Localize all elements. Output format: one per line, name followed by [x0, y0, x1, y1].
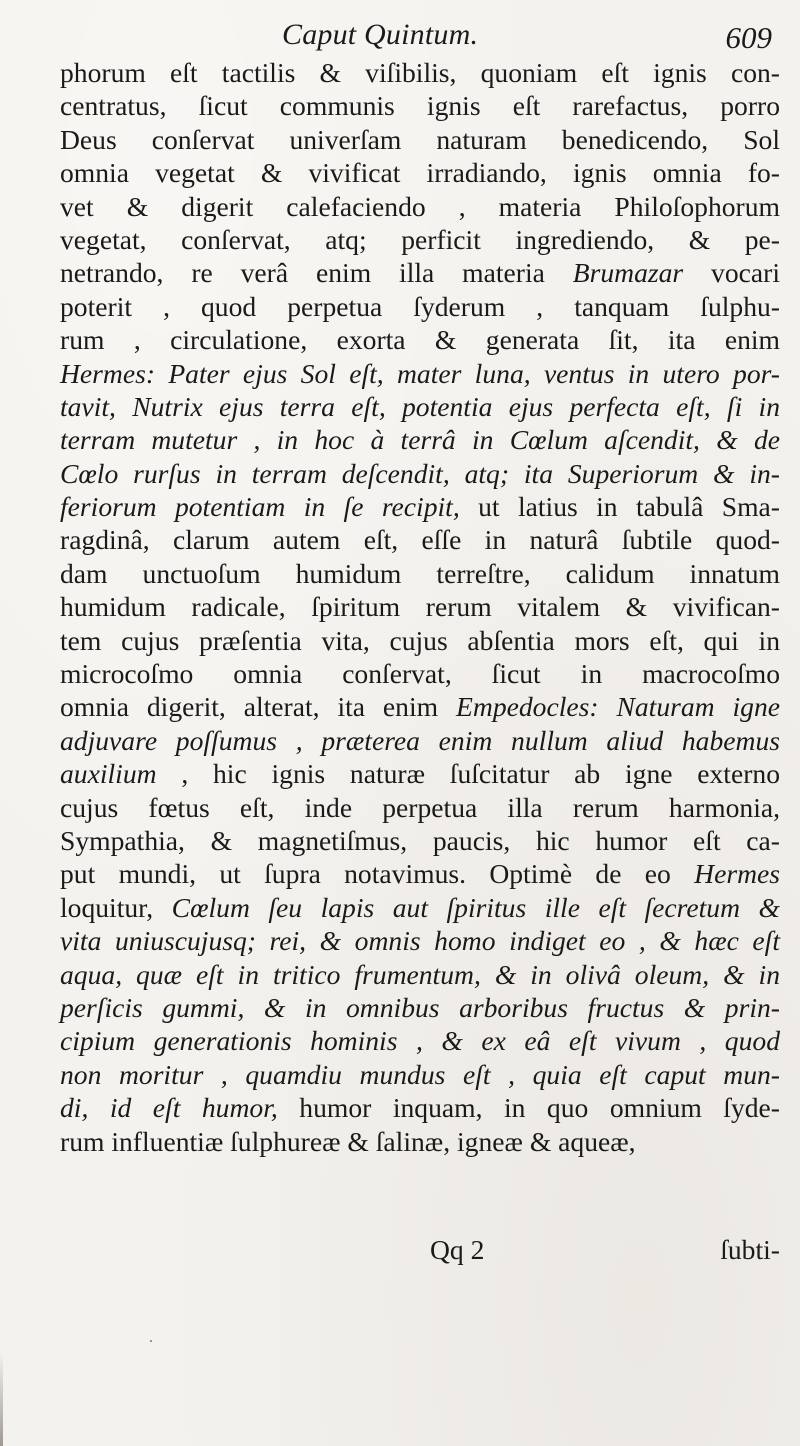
text-line — [60, 857, 780, 890]
text-line — [60, 624, 780, 657]
roman-run: vegetat, conſervat, atq; perficit ingrediendo, & pe- — [60, 223, 780, 255]
roman-run: ut latius in tabulâ Sma- — [478, 491, 780, 523]
roman-run: , hic ignis naturæ ſuſcitatur ab igne externo — [156, 758, 780, 790]
italic-run: feriorum potentiam in ſe recipit, — [60, 491, 479, 523]
catchword: ſubti- — [720, 1234, 780, 1265]
text-line — [60, 357, 780, 390]
italic-run: di, id eſt humor, — [60, 1092, 300, 1124]
text-line — [60, 958, 780, 991]
roman-run: omnia vegetat & vivificat irradiando, ignis omnia fo- — [60, 157, 780, 189]
text-line — [60, 123, 780, 156]
roman-run: rum influentiæ ſulphureæ & ſalinæ, igneæ & aqueæ, — [60, 1125, 636, 1157]
roman-run: dam unctuoſum humidum terreſtre, calidum innatum — [60, 557, 780, 589]
text-line — [60, 1091, 780, 1124]
text-line — [60, 1125, 780, 1158]
text-line — [60, 590, 780, 623]
roman-run: vocari — [683, 257, 780, 289]
page-number: 609 — [725, 20, 772, 55]
text-line — [60, 390, 780, 423]
italic-run: aqua, quæ eſt in tritico frumentum, & in olivâ oleum, & in — [60, 958, 780, 990]
roman-run: microcoſmo omnia conſervat, ſicut in macrocoſmo — [60, 658, 780, 690]
text-line — [60, 757, 780, 790]
italic-run: Empedocles: Naturam igne — [456, 691, 780, 723]
italic-run: vita uniuscujusq; rei, & omnis homo indiget eo , & hæc eſt — [60, 925, 780, 957]
text-line — [60, 256, 780, 289]
text-line — [60, 557, 780, 590]
text-line — [60, 891, 780, 924]
roman-run: rum , circulatione, exorta & generata ſit, ita enim — [60, 324, 780, 356]
roman-run: poterit , quod perpetua ſyderum , tanquam ſulphu- — [60, 290, 780, 322]
text-line — [60, 991, 780, 1024]
page-header — [60, 10, 772, 62]
italic-run: non moritur , quamdiu mundus eſt , quia eſt caput mun- — [60, 1058, 780, 1090]
text-line — [60, 824, 780, 857]
text-line — [60, 323, 780, 356]
roman-run: Sympathia, & magnetiſmus, paucis, hic humor eſt ca- — [60, 824, 780, 856]
italic-run: perſicis gummi, & in omnibus arboribus fructus & prin- — [60, 991, 780, 1023]
roman-run: cujus fœtus eſt, inde perpetua illa rerum harmonia, — [60, 791, 780, 823]
text-line — [60, 490, 780, 523]
text-line — [60, 156, 780, 189]
italic-run: Cœlo rurſus in terram deſcendit, atq; ita Superiorum & in- — [60, 457, 780, 489]
roman-run: omnia digerit, alterat, ita enim — [60, 691, 457, 723]
text-line — [60, 690, 780, 723]
roman-run: vet & digerit calefaciendo , materia Philoſophorum — [60, 190, 780, 222]
italic-run: Hermes — [694, 858, 780, 890]
text-line — [60, 791, 780, 824]
text-line — [60, 56, 780, 89]
italic-run: Brumazar — [572, 257, 684, 289]
body-text — [60, 56, 780, 1158]
text-line — [60, 1024, 780, 1057]
roman-run: ragdinâ, clarum autem eſt, eſſe in naturâ ſubtile quod- — [60, 524, 780, 556]
text-line — [60, 89, 780, 122]
roman-run: centratus, ſicut communis ignis eſt rarefactus, porro — [60, 90, 780, 122]
text-line — [60, 190, 780, 223]
italic-run: adjuvare poſſumus , præterea enim nullum aliud habemus — [60, 724, 780, 756]
italic-run: cipium generationis hominis , & ex eâ eſt vivum , quod — [60, 1025, 780, 1057]
page-footer — [60, 1234, 780, 1270]
ink-speck — [150, 1340, 152, 1342]
text-line — [60, 223, 780, 256]
roman-run: tem cujus præſentia vita, cujus abſentia mors eſt, qui in — [60, 624, 780, 656]
binding-shadow — [0, 1352, 3, 1446]
italic-run: terram mutetur , in hoc à terrâ in Cœlum aſcendit, & de — [60, 424, 780, 456]
roman-run: humor inquam, in quo omnium ſyde- — [299, 1092, 780, 1124]
text-line — [60, 924, 780, 957]
italic-run: auxilium — [60, 758, 157, 790]
running-title: Caput Quintum. — [282, 18, 479, 51]
text-line — [60, 724, 780, 757]
text-line — [60, 457, 780, 490]
roman-run: put mundi, ut ſupra notavimus. Optimè de eo — [60, 858, 695, 890]
italic-run: tavit, Nutrix ejus terra eſt, potentia ejus perfecta eſt, ſi in — [60, 390, 780, 422]
signature-mark: Qq 2 — [430, 1234, 485, 1265]
roman-run: netrando, re verâ enim illa materia — [60, 257, 573, 289]
text-line — [60, 423, 780, 456]
text-line — [60, 290, 780, 323]
roman-run: humidum radicale, ſpiritum rerum vitalem & vivifican- — [60, 591, 780, 623]
roman-run: phorum eſt tactilis & viſibilis, quoniam eſt ignis con- — [60, 57, 780, 88]
text-line — [60, 523, 780, 556]
roman-run: Deus conſervat univerſam naturam benedicendo, Sol — [60, 123, 780, 155]
text-line — [60, 1058, 780, 1091]
italic-run: Hermes: Pater ejus Sol eſt, mater luna, ventus in utero por- — [60, 357, 780, 389]
text-line — [60, 657, 780, 690]
roman-run: loquitur, — [60, 891, 172, 923]
italic-run: Cœlum ſeu lapis aut ſpiritus ille eſt ſecretum & — [171, 891, 780, 923]
